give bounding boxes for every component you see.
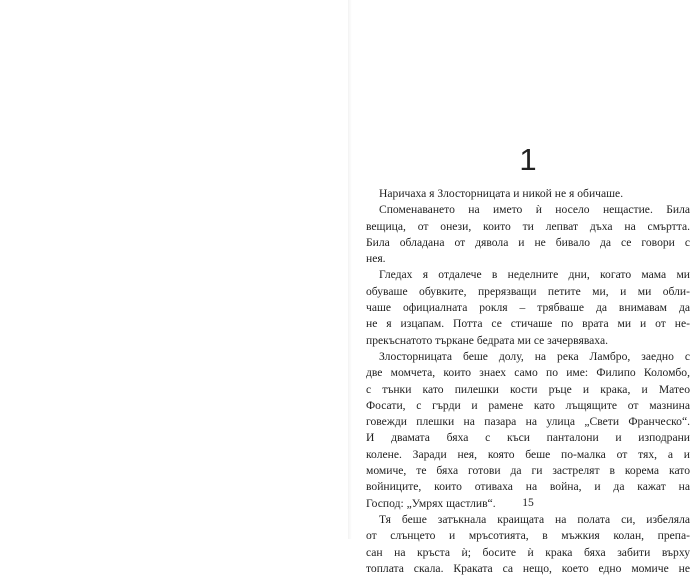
page-number: 15 bbox=[522, 496, 534, 509]
text-line: с тънки като пилешки кости ръце и крака, и Матео bbox=[366, 382, 690, 396]
text-line: сан на кръста ѝ; босите ѝ крака бяха забити върху bbox=[366, 545, 690, 559]
text-line: Фосати, с гърди и рамене като лъщящите от мазнина bbox=[366, 398, 690, 412]
text-line: Споменаването на името ѝ носело нещастие. Била bbox=[379, 203, 690, 217]
text-line: Злосторницата беше долу, на река Ламбро, заедно с bbox=[379, 349, 690, 363]
text-line: обуваше обувките, прерязващи петите ми, и ми обли- bbox=[366, 284, 690, 298]
text-line: прекъснатото търкане бедрата ми се зачервяваха. bbox=[366, 333, 608, 347]
text-line: Била обладана от дявола и не бивало да се говори с bbox=[366, 235, 690, 249]
text-line: Тя беше затъкнала краищата на полата си, избеляла bbox=[379, 512, 690, 526]
left-page-blank bbox=[0, 0, 348, 539]
text-line: Наричаха я Злосторницата и никой не я обичаше. bbox=[379, 187, 624, 200]
text-line: нея. bbox=[366, 252, 386, 266]
text-line: Господ: „Умрях щастлив“. bbox=[366, 496, 496, 510]
text-line: Гледах я отдалече в неделните дни, когато мама ми bbox=[379, 268, 690, 282]
text-line: вещица, от онези, които ти лепват дъха на смъртта. bbox=[366, 219, 690, 233]
chapter-number: 1 bbox=[519, 142, 537, 177]
text-line: две момчета, които знаех само по име: Филипо Коломбо, bbox=[366, 366, 690, 380]
text-line: от слънцето и мръсотията, в мъжкия колан, препа- bbox=[366, 529, 690, 543]
text-line: топлата скала. Краката са нещо, което едно момиче не bbox=[366, 561, 690, 575]
chapter-body-text bbox=[366, 186, 690, 577]
text-line: говежди плешки на пазара на улица „Свети Франческо“. bbox=[366, 415, 690, 429]
text-line: колене. Заради нея, която беше по-малка от тях, а и bbox=[366, 447, 690, 461]
text-line: войниците, които отиваха на война, и да кажат на bbox=[366, 480, 690, 494]
text-line: И двамата бяха с къси панталони и изподрани bbox=[366, 431, 690, 445]
text-line: момиче, те бяха готови да ги застрелят в корема като bbox=[366, 464, 690, 478]
text-line: не я изцапам. Потта се стичаше по врата ми и от не- bbox=[366, 317, 690, 331]
text-line: чаше официалната рокля – трябваше да внимавам да bbox=[366, 301, 690, 315]
